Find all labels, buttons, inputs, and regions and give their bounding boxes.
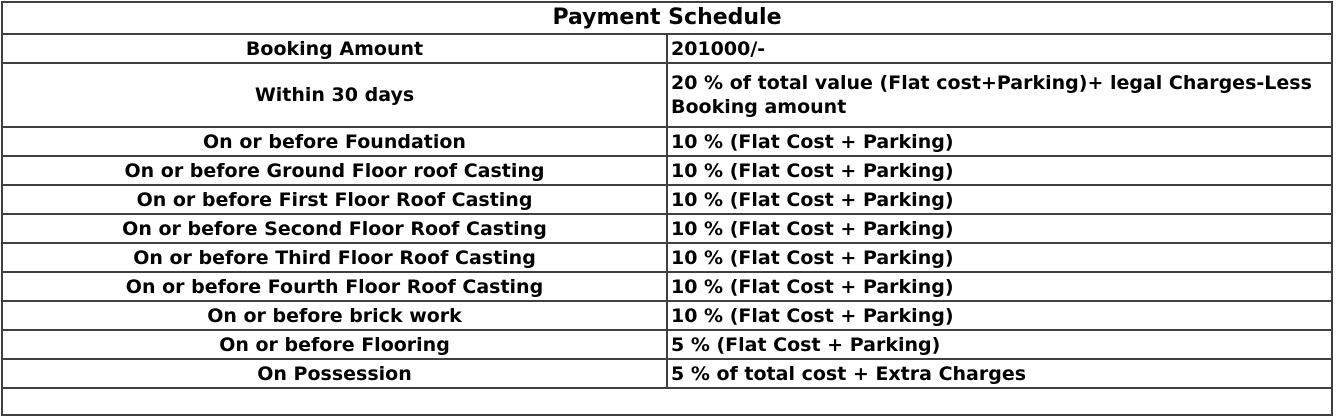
payment-cell: 5 % of total cost + Extra Charges <box>667 359 1332 388</box>
payment-cell: 10 % (Flat Cost + Parking) <box>667 185 1332 214</box>
stage-cell: Booking Amount <box>2 34 667 63</box>
payment-cell: 10 % (Flat Cost + Parking) <box>667 156 1332 185</box>
table-title: Payment Schedule <box>2 2 1332 34</box>
stage-cell: On or before Fourth Floor Roof Casting <box>2 272 667 301</box>
payment-cell: 10 % (Flat Cost + Parking) <box>667 214 1332 243</box>
table-row <box>2 359 1332 388</box>
table-row <box>2 34 1332 63</box>
stage-cell: On or before brick work <box>2 301 667 330</box>
table-row <box>2 63 1332 127</box>
payment-cell: 201000/- <box>667 34 1332 63</box>
payment-cell: 10 % (Flat Cost + Parking) <box>667 272 1332 301</box>
stage-cell: On or before Third Floor Roof Casting <box>2 243 667 272</box>
stage-cell: On or before Ground Floor roof Casting <box>2 156 667 185</box>
stage-cell: On or before Second Floor Roof Casting <box>2 214 667 243</box>
payment-cell: 20 % of total value (Flat cost+Parking)+ legal Charges-Less Booking amount <box>667 63 1332 127</box>
table-row <box>2 272 1332 301</box>
title-row <box>2 2 1332 34</box>
table-row <box>2 243 1332 272</box>
stage-cell: On or before First Floor Roof Casting <box>2 185 667 214</box>
table-row <box>2 301 1332 330</box>
payment-schedule-table <box>1 1 1333 389</box>
table-row <box>2 185 1332 214</box>
stage-cell: On or before Foundation <box>2 127 667 156</box>
stage-cell: Within 30 days <box>2 63 667 127</box>
table-row <box>2 156 1332 185</box>
table-row <box>2 214 1332 243</box>
stage-cell: On or before Flooring <box>2 330 667 359</box>
payment-cell: 5 % (Flat Cost + Parking) <box>667 330 1332 359</box>
payment-schedule-sheet <box>1 1 1333 416</box>
table-row <box>2 127 1332 156</box>
payment-cell: 10 % (Flat Cost + Parking) <box>667 301 1332 330</box>
table-row <box>2 330 1332 359</box>
payment-cell: 10 % (Flat Cost + Parking) <box>667 243 1332 272</box>
payment-cell: 10 % (Flat Cost + Parking) <box>667 127 1332 156</box>
stage-cell: On Possession <box>2 359 667 388</box>
